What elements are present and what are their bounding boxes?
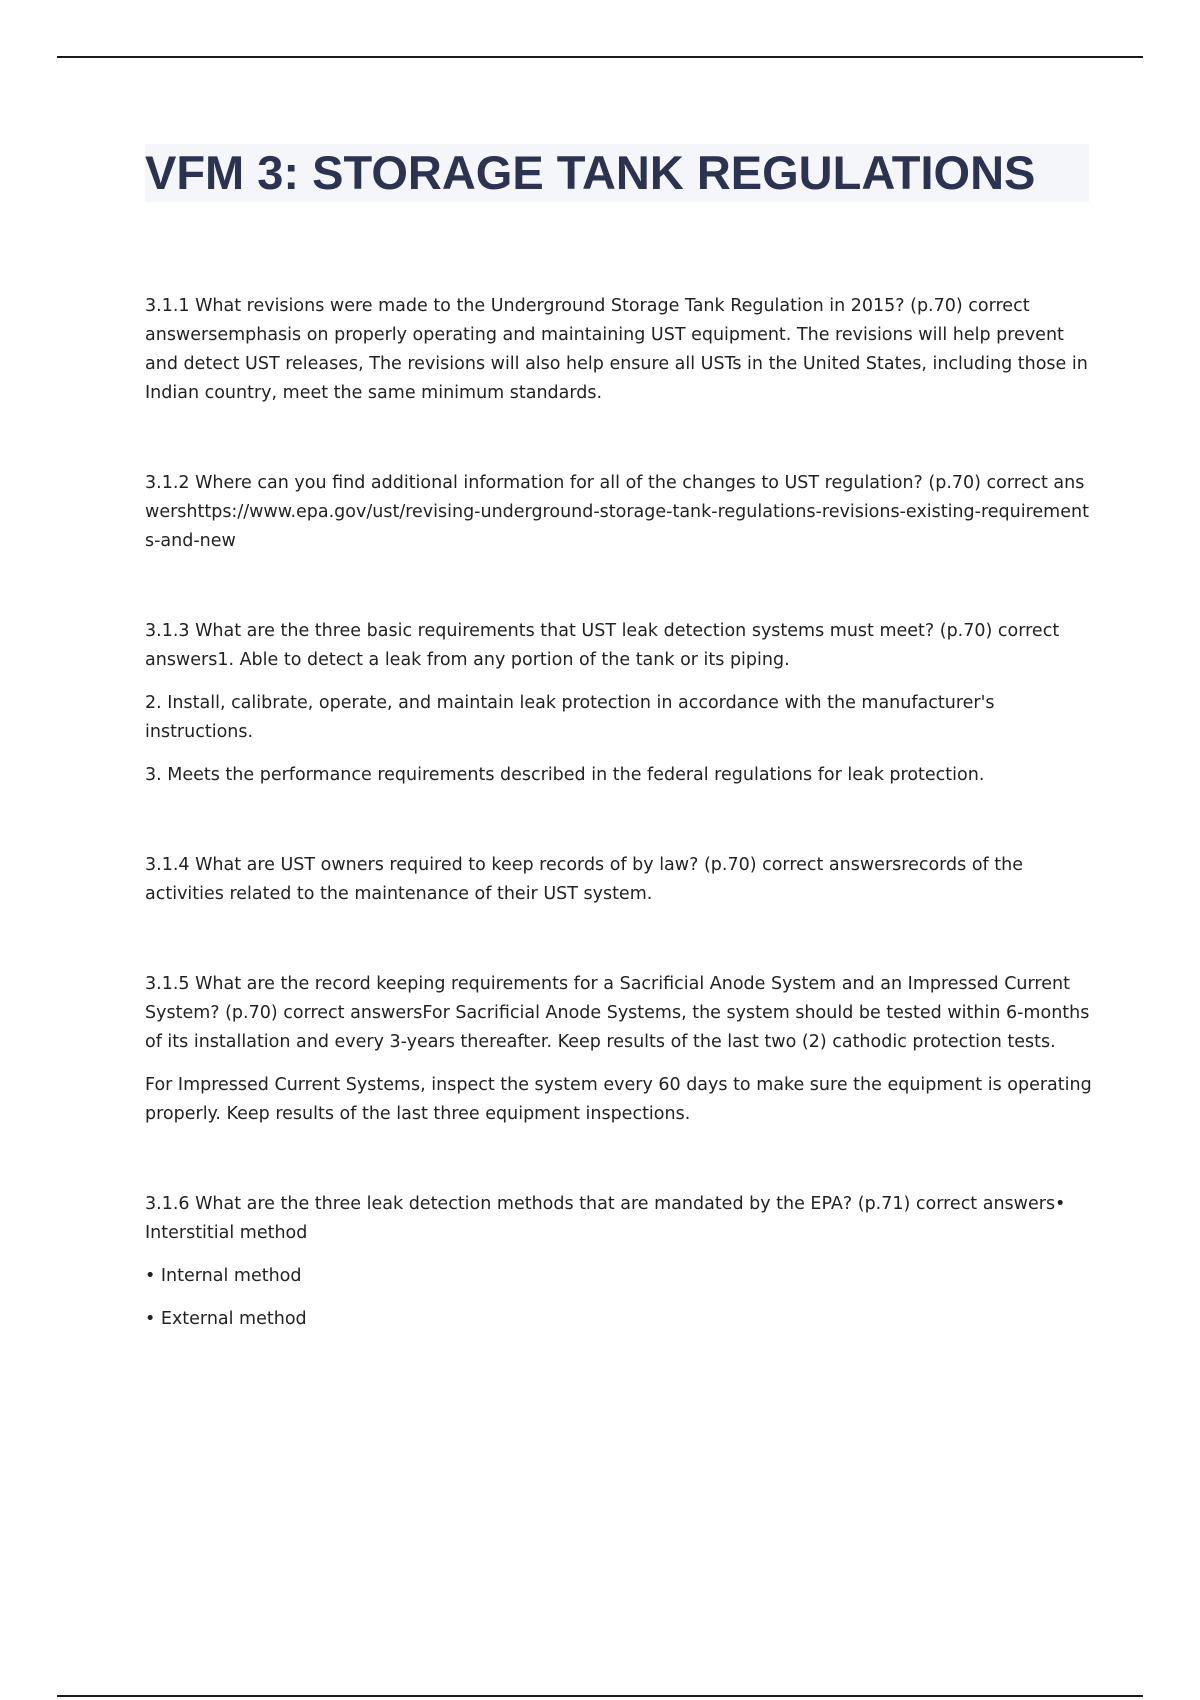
- question-3-1-2-text: 3.1.2 Where can you find additional information for all of the changes to UST regulation? (p.70) correct answershttps://www.epa.gov/ust/revising-underground-storage-tank-regulations-revisions-existing-requirements-and-new: [145, 473, 1089, 551]
- bottom-rule: [57, 1695, 1143, 1697]
- answer-3-1-6-bullet-external: • External method: [145, 1309, 307, 1329]
- qa-item-3-1-5: [145, 970, 1095, 1129]
- qa-item-3-1-1: [145, 292, 1095, 408]
- question-3-1-1-text: 3.1.1 What revisions were made to the Underground Storage Tank Regulation in 2015? (p.70) correct answersemphasis on properly operating and maintaining UST equipment. The revisions will help prevent and detect UST releases, The revisions will also help ensure all USTs in the United States, including those in Indian country, meet the same minimum standards.: [145, 296, 1088, 403]
- document-body: [145, 292, 1095, 1395]
- qa-item-3-1-3: [145, 617, 1095, 790]
- answer-3-1-3-point-3: 3. Meets the performance requirements described in the federal regulations for leak protection.: [145, 765, 985, 785]
- qa-item-3-1-6: [145, 1190, 1095, 1334]
- answer-3-1-6-bullet-internal: • Internal method: [145, 1266, 302, 1286]
- question-3-1-4-text: 3.1.4 What are UST owners required to keep records of by law? (p.70) correct answersrecords of the activities related to the maintenance of their UST system.: [145, 855, 1023, 904]
- question-3-1-5-text: 3.1.5 What are the record keeping requirements for a Sacrificial Anode System and an Impressed Current System? (p.70) correct answersFor Sacrificial Anode Systems, the system should be tested within 6-months of its installation and every 3-years thereafter. Keep results of the last two (2) cathodic protection tests.: [145, 974, 1090, 1052]
- question-3-1-3-text: 3.1.3 What are the three basic requirements that UST leak detection systems must meet? (p.70) correct answers1. Able to detect a leak from any portion of the tank or its piping.: [145, 621, 1060, 670]
- answer-3-1-3-point-2: 2. Install, calibrate, operate, and maintain leak protection in accordance with the manufacturer's instructions.: [145, 693, 995, 742]
- qa-item-3-1-2: [145, 469, 1095, 556]
- question-3-1-6-text: 3.1.6 What are the three leak detection methods that are mandated by the EPA? (p.71) correct answers• Interstitial method: [145, 1194, 1066, 1243]
- document-title: VFM 3: STORAGE TANK REGULATIONS: [145, 146, 1036, 199]
- answer-3-1-5-impressed-current: For Impressed Current Systems, inspect the system every 60 days to make sure the equipment is operating properly. Keep results of the last three equipment inspections.: [145, 1075, 1092, 1124]
- top-rule: [57, 56, 1143, 58]
- qa-item-3-1-4: [145, 851, 1095, 909]
